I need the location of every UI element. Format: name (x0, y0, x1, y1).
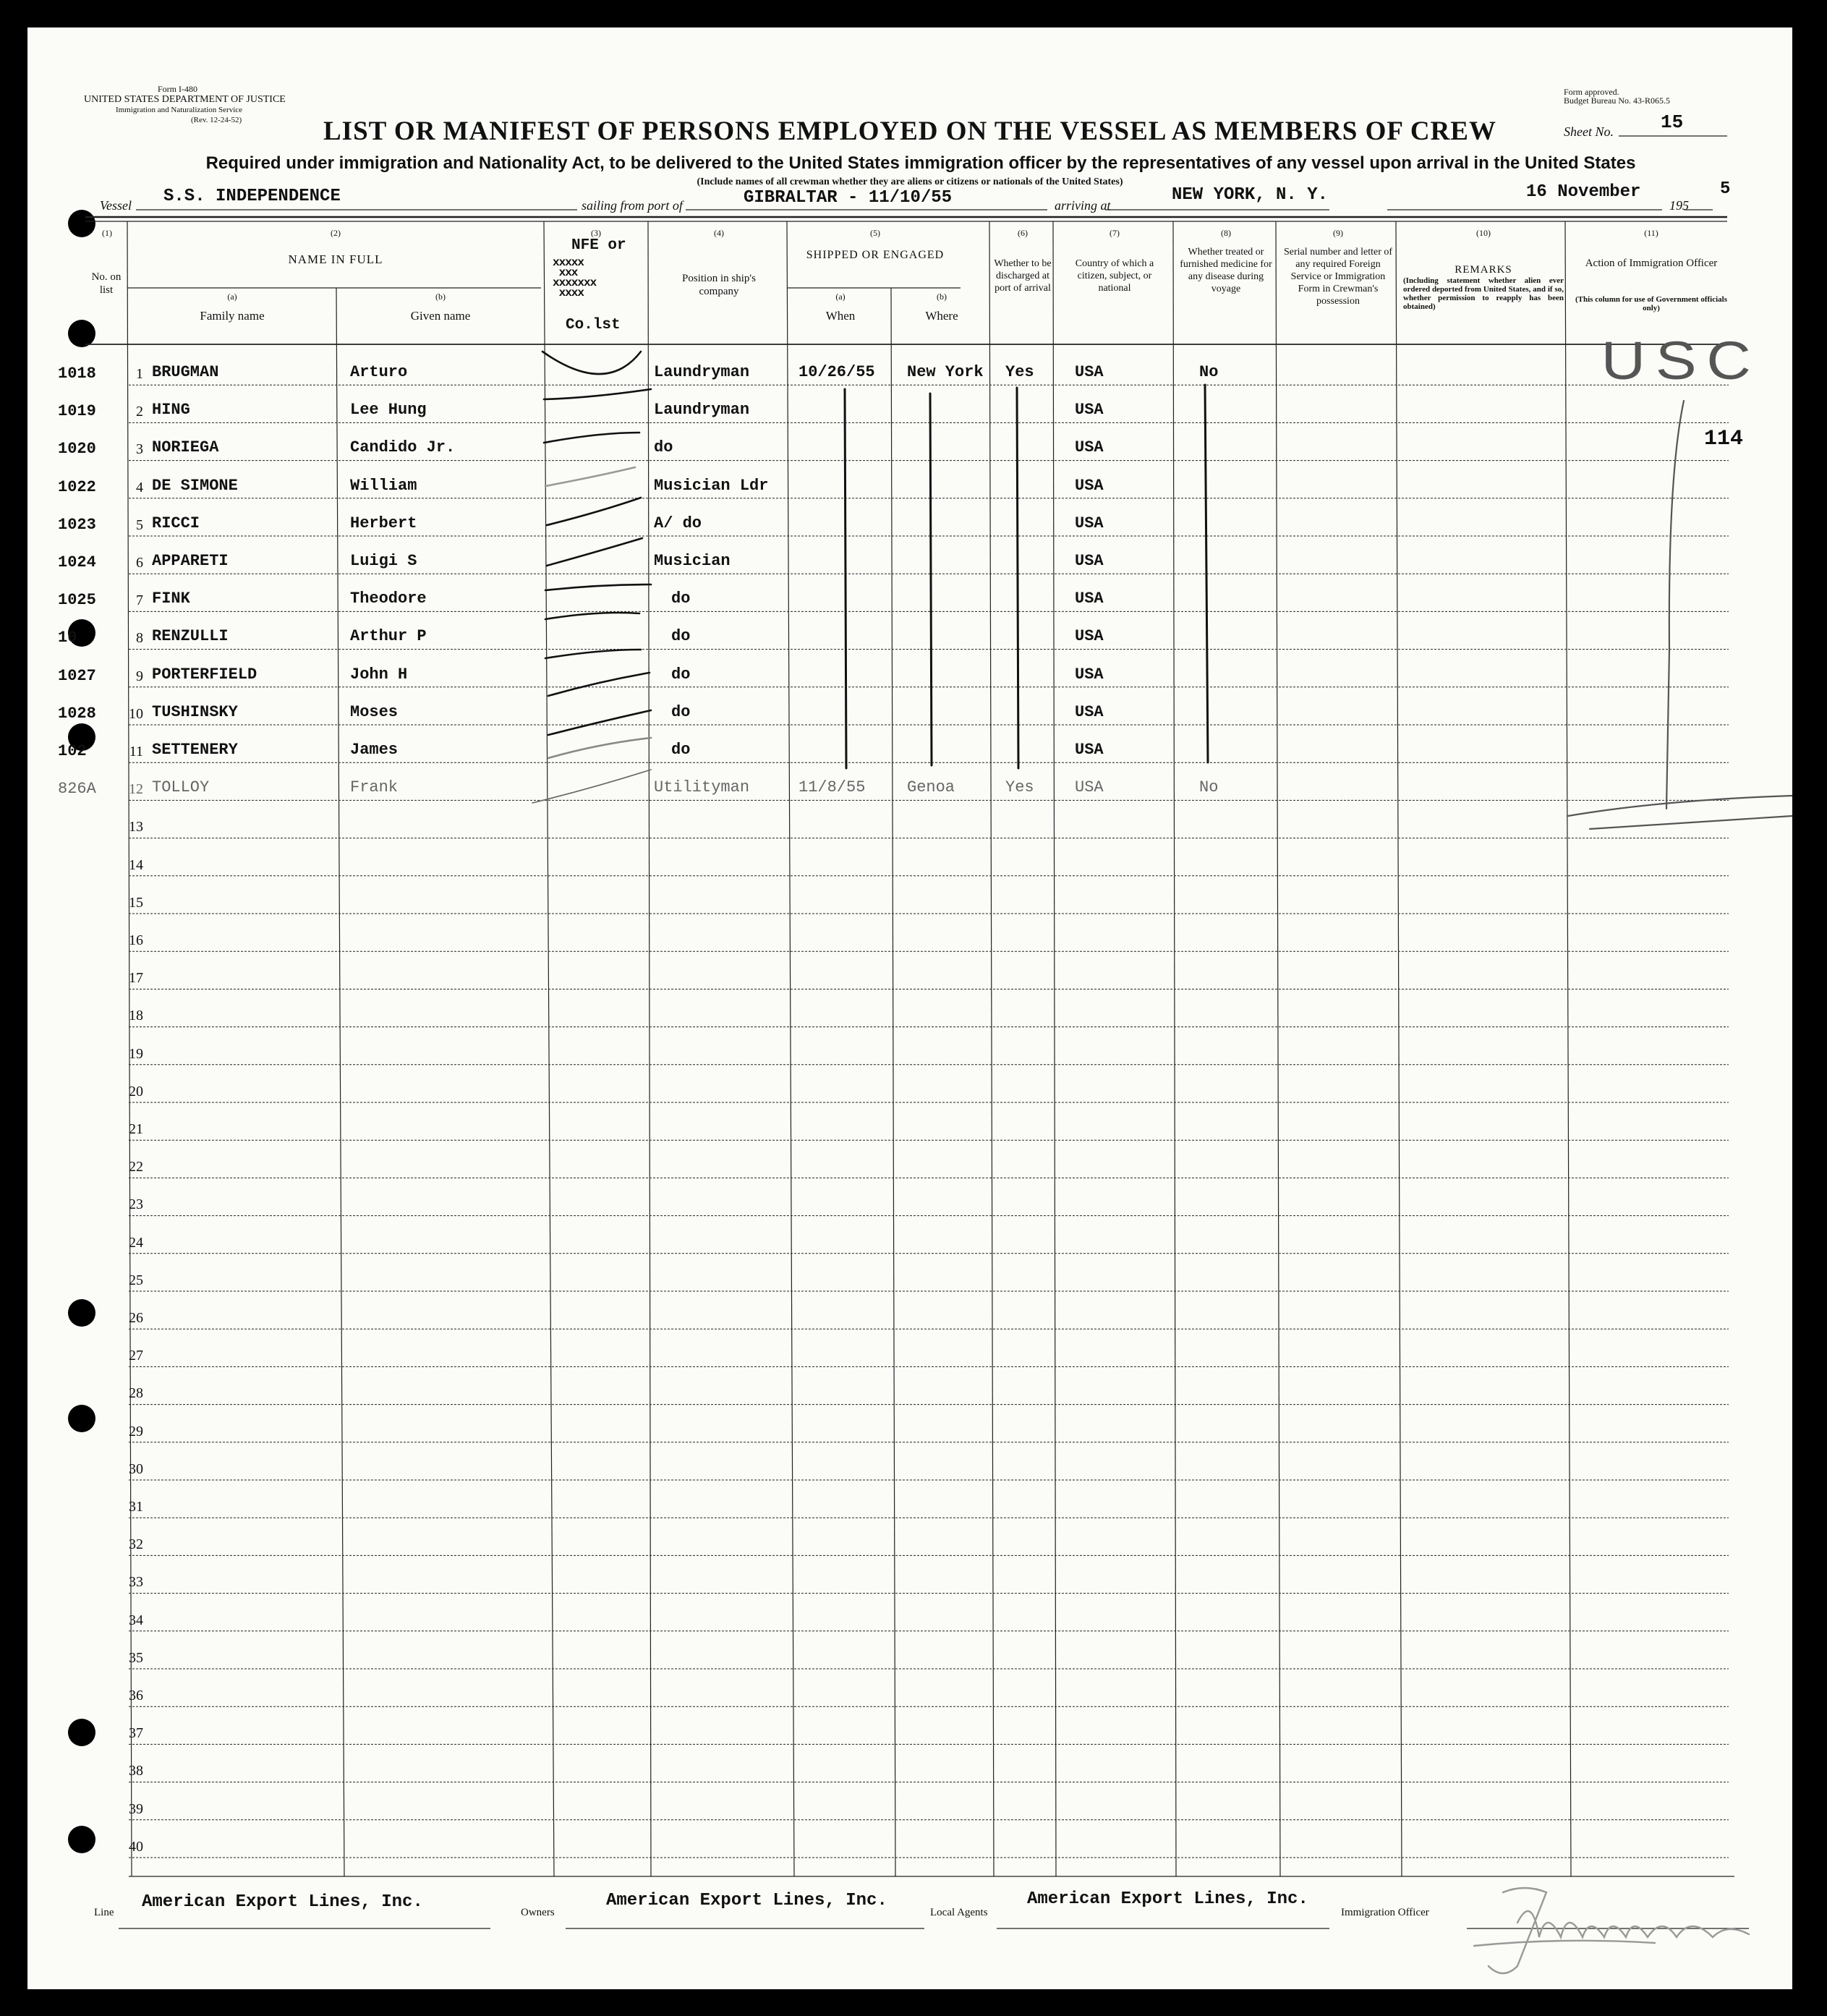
cell-n: 3 (136, 441, 143, 458)
cell-id: 1023 (58, 515, 96, 534)
col4-header: Position in ship's company (682, 273, 756, 297)
cell-country: USA (1075, 363, 1104, 381)
col11-number: (11) (1644, 228, 1658, 238)
line-number: 14 (129, 856, 143, 873)
line-number: 30 (129, 1460, 143, 1477)
cell-id: 1018 (58, 365, 96, 383)
cell-given: Lee Hung (350, 401, 427, 420)
line-number: 16 (129, 932, 143, 948)
cell-family: FINK (152, 590, 190, 608)
col8-header: Whether treated or furnished medicine for any disease during voyage (1180, 247, 1272, 294)
cell-family: HING (152, 401, 190, 420)
sheet-number: 15 (1661, 111, 1684, 133)
cell-n: 8 (136, 630, 143, 647)
cell-position: A/ do (654, 514, 702, 532)
arrival-date: 16 November (1526, 182, 1641, 202)
cell-given: James (350, 741, 399, 759)
cell-id: 1022 (58, 477, 96, 496)
col1-header: No. on list (91, 271, 122, 296)
line-number: 31 (129, 1499, 143, 1515)
col10-note: (Including statement whether alien ever ordered deported from United States, and if so, whether permission to reapply has been obtained) (1403, 276, 1564, 311)
col10-number: (10) (1476, 228, 1491, 238)
line-number: 24 (129, 1234, 143, 1251)
cell-position: do (671, 702, 691, 721)
cell-given: Arthur P (350, 627, 427, 646)
footer-line: American Export Lines, Inc. (142, 1892, 423, 1912)
line-number: 20 (129, 1083, 143, 1100)
cell-n: 4 (136, 479, 143, 496)
cell-family: TUSHINSKY (152, 702, 238, 721)
footer-agents: American Export Lines, Inc. (1027, 1889, 1308, 1909)
sheet-label: Sheet No. (1564, 124, 1614, 139)
line-number: 33 (129, 1574, 143, 1591)
col9-header: Serial number and letter of any required Foreign Service or Immigration Form in Crewman's possession (1283, 247, 1393, 307)
col3-number: (3) (591, 228, 601, 238)
col11-note: (This column for use of Government officials only) (1575, 295, 1728, 312)
cell-id: 1020 (58, 440, 96, 459)
cell-id: 1019 (58, 402, 96, 421)
cell-family: APPARETI (152, 552, 229, 570)
cell-country: USA (1075, 476, 1104, 495)
cell-position: do (671, 590, 691, 608)
cell-country: USA (1075, 665, 1104, 684)
col7-number: (7) (1110, 228, 1120, 238)
cell-when: 10/26/55 (798, 363, 875, 381)
line-number: 32 (129, 1536, 143, 1553)
col2a-header: Family name (200, 309, 265, 323)
line-number: 36 (129, 1688, 143, 1704)
cell-given: Theodore (350, 590, 427, 608)
col5b-number: (b) (937, 292, 947, 302)
page-title: LIST OR MANIFEST OF PERSONS EMPLOYED ON THE VESSEL AS MEMBERS OF CREW (323, 116, 1496, 146)
line-number: 19 (129, 1045, 143, 1062)
arriving-at: NEW YORK, N. Y. (1172, 185, 1329, 205)
footer-officer-label: Immigration Officer (1341, 1907, 1429, 1918)
line-number: 29 (129, 1423, 143, 1439)
cell-given: Herbert (350, 514, 417, 532)
cell-country: USA (1075, 438, 1104, 457)
cell-given: Moses (350, 702, 399, 721)
cell-position: Musician (654, 552, 731, 570)
cell-country: USA (1075, 401, 1104, 420)
footer-owners-label: Owners (521, 1907, 555, 1918)
cell-given: Frank (350, 778, 399, 797)
cell-family: PORTERFIELD (152, 665, 257, 684)
col2a-number: (a) (227, 292, 237, 302)
col1-number: (1) (102, 228, 112, 238)
col5a-header: When (825, 309, 856, 323)
year: 5 (1720, 179, 1731, 199)
col9-number: (9) (1333, 228, 1343, 238)
col5a-number: (a) (835, 292, 846, 302)
line-number: 38 (129, 1763, 143, 1779)
footer-line-label: Line (94, 1907, 114, 1918)
cell-family: TOLLOY (152, 778, 210, 797)
col11-header: Action of Immigration Officer (1585, 258, 1718, 269)
col6-number: (6) (1018, 228, 1028, 238)
line-number: 18 (129, 1008, 143, 1024)
cell-position: Musician Ldr (654, 476, 769, 495)
cell-medicine: No (1199, 778, 1219, 797)
cell-position: Laundryman (654, 401, 750, 420)
cell-position: Utilityman (654, 778, 750, 797)
cell-n: 7 (136, 592, 143, 609)
cell-given: Arturo (350, 363, 408, 381)
cell-n: 2 (136, 404, 143, 420)
cell-n: 10 (129, 705, 143, 722)
year-label: 195 (1669, 198, 1689, 213)
cell-id: 1025 (58, 591, 96, 610)
col2-header: NAME IN FULL (288, 252, 383, 266)
check-marks (532, 352, 651, 803)
col2-number: (2) (331, 228, 341, 238)
cell-position: do (654, 438, 673, 457)
cell-country: USA (1075, 627, 1104, 646)
vessel-label: Vessel (100, 198, 132, 213)
cell-n: 9 (136, 668, 143, 684)
line-number: 40 (129, 1838, 143, 1855)
cell-id: 826A (58, 780, 96, 799)
line-number: 34 (129, 1612, 143, 1628)
col10-header: REMARKS (1455, 264, 1512, 276)
cell-id: 1024 (58, 553, 96, 571)
cell-family: RICCI (152, 514, 200, 532)
cell-country: USA (1075, 778, 1104, 797)
cell-n: 5 (136, 516, 143, 533)
budget-bureau: Budget Bureau No. 43-R065.5 (1564, 95, 1670, 106)
col3-stamp: NFE or (571, 237, 626, 254)
cell-id: 1028 (58, 704, 96, 723)
col7-header: Country of which a citizen, subject, or national (1075, 258, 1154, 294)
include-note: (Include names of all crewman whether they are aliens or citizens or nationals of the United States) (697, 176, 1123, 187)
cell-family: BRUGMAN (152, 363, 219, 381)
cell-discharge: Yes (1005, 778, 1034, 797)
line-number: 39 (129, 1800, 143, 1817)
cell-n: 1 (136, 366, 143, 382)
cell-id: 1027 (58, 666, 96, 685)
ditto-lines (845, 385, 1208, 768)
cell-when: 11/8/55 (798, 778, 866, 797)
line-number: 17 (129, 970, 143, 987)
col5-header: SHIPPED OR ENGAGED (806, 249, 945, 261)
cell-position: do (671, 741, 691, 759)
arriving-label: arriving at (1055, 198, 1111, 213)
count-annotation: 114 (1704, 427, 1744, 451)
col5b-header: Where (925, 309, 958, 323)
revision: (Rev. 12-24-52) (191, 116, 242, 124)
line-number: 35 (129, 1649, 143, 1666)
col4-number: (4) (714, 228, 724, 238)
col8-number: (8) (1221, 228, 1231, 238)
cell-n: 6 (136, 555, 143, 571)
col2b-header: Given name (410, 309, 471, 323)
cell-country: USA (1075, 741, 1104, 759)
cell-family: DE SIMONE (152, 476, 238, 495)
cell-family: SETTENERY (152, 741, 238, 759)
col3-struck: xxxxx xxx xxxxxxx xxxx (553, 256, 597, 299)
pencil-marks (1568, 401, 1792, 829)
sailing-label: sailing from port of (582, 198, 683, 213)
cell-given: William (350, 476, 417, 495)
form-number: Form I-480 (158, 84, 197, 94)
line-number: 25 (129, 1272, 143, 1288)
cell-discharge: Yes (1005, 363, 1034, 381)
col2b-number: (b) (435, 292, 446, 302)
sailing-from: GIBRALTAR - 11/10/55 (744, 188, 953, 208)
line-number: 13 (129, 819, 143, 835)
usc-annotation: USC (1601, 331, 1761, 391)
cell-given: Luigi S (350, 552, 417, 570)
manifest-page (27, 27, 1792, 1989)
page-subtitle: Required under immigration and Nationality Act, to be delivered to the United States immigration officer by the representatives of any vessel upon arrival in the United States (205, 153, 1636, 173)
line-number: 21 (129, 1121, 143, 1137)
cell-country: USA (1075, 514, 1104, 532)
line-number: 23 (129, 1196, 143, 1213)
line-number: 22 (129, 1159, 143, 1175)
cell-given: Candido Jr. (350, 438, 456, 457)
cell-country: USA (1075, 590, 1104, 608)
cell-id: 102 (58, 742, 87, 760)
service: Immigration and Naturalization Service (116, 106, 243, 114)
form-approved: Form approved. (1564, 87, 1619, 97)
cell-country: USA (1075, 552, 1104, 570)
line-number: 27 (129, 1348, 143, 1364)
cell-position: do (671, 627, 691, 646)
cell-medicine: No (1199, 363, 1219, 381)
col5-number: (5) (870, 228, 880, 238)
cell-n: 12 (129, 781, 143, 798)
cell-given: John H (350, 665, 408, 684)
cell-position: do (671, 665, 691, 684)
cell-where: Genoa (907, 778, 955, 797)
footer-agents-label: Local Agents (930, 1907, 988, 1918)
footer-owners: American Export Lines, Inc. (606, 1891, 887, 1910)
department: UNITED STATES DEPARTMENT OF JUSTICE (84, 94, 286, 105)
vessel-name: S.S. INDEPENDENCE (163, 187, 341, 206)
col3-stamp-colist: Co.lst (566, 317, 621, 333)
cell-family: NORIEGA (152, 438, 219, 457)
cell-country: USA (1075, 702, 1104, 721)
line-number: 37 (129, 1725, 143, 1742)
cell-family: RENZULLI (152, 627, 229, 646)
cell-id: 10 (58, 629, 77, 647)
cell-where: New York (907, 363, 984, 381)
cell-n: 11 (129, 744, 143, 760)
officer-signature (1474, 1888, 1749, 1973)
col6-header: Whether to be discharged at port of arrival (994, 258, 1052, 294)
cell-position: Laundryman (654, 363, 750, 381)
line-number: 15 (129, 894, 143, 911)
line-number: 26 (129, 1310, 143, 1326)
line-number: 28 (129, 1385, 143, 1402)
